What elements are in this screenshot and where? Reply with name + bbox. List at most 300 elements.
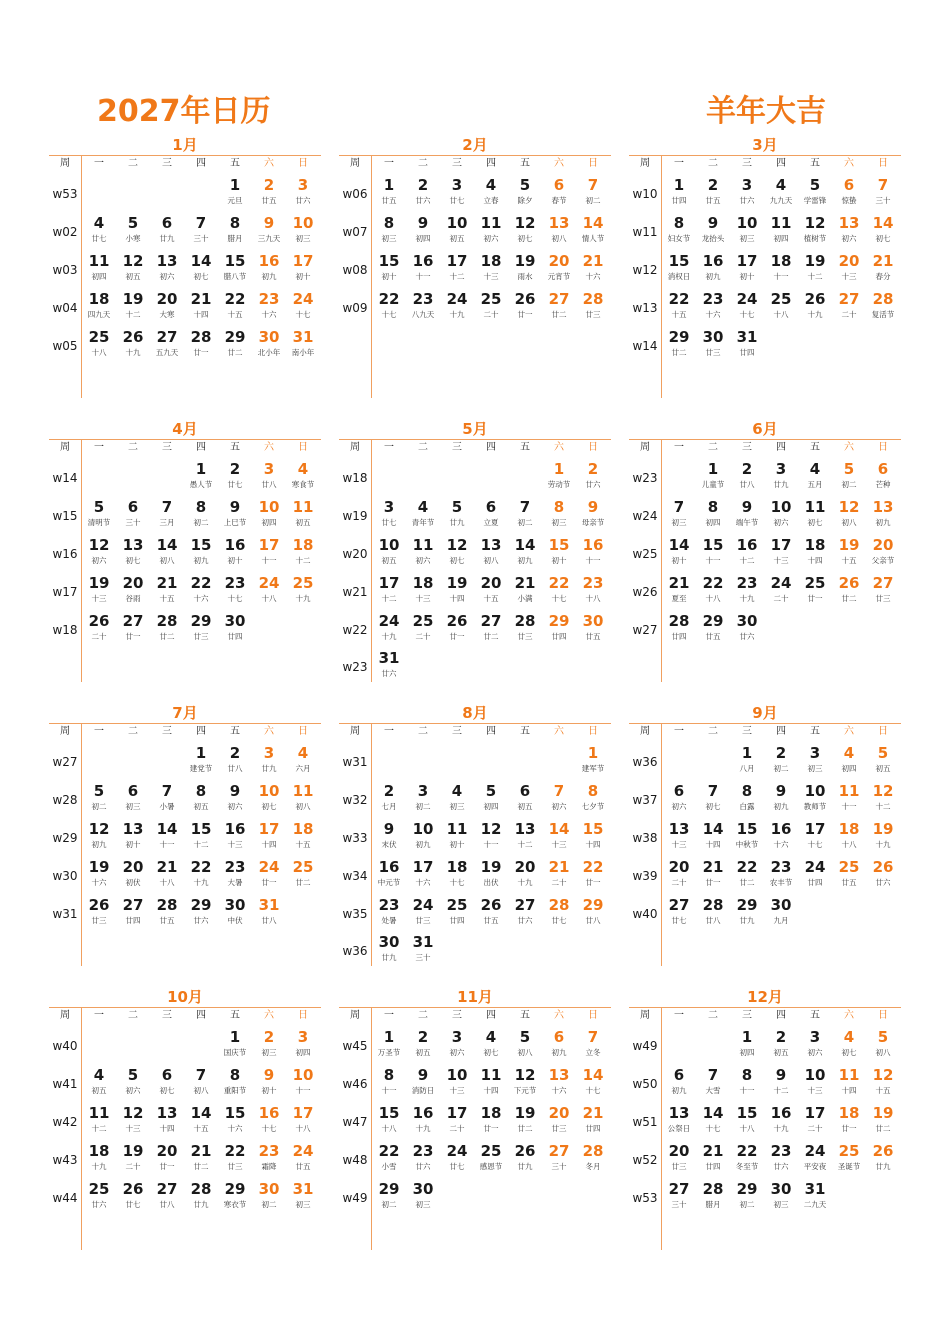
month-name: 9月 bbox=[752, 704, 778, 722]
day-number: 23 bbox=[582, 574, 604, 592]
day-number: 5 bbox=[809, 176, 821, 194]
day-number: 9 bbox=[229, 782, 241, 800]
day-number: 26 bbox=[514, 290, 536, 308]
day-cell bbox=[764, 574, 798, 604]
lunar-label: 初五 bbox=[517, 802, 533, 811]
week-number: w09 bbox=[342, 301, 368, 315]
day-cell bbox=[576, 1104, 610, 1134]
day-number: 29 bbox=[378, 1180, 400, 1198]
day-number: 30 bbox=[412, 1180, 434, 1198]
weekday-header: 六 bbox=[264, 442, 274, 453]
day-number: 15 bbox=[668, 252, 690, 270]
lunar-label: 初九 bbox=[517, 556, 533, 565]
lunar-label: 劳动节 bbox=[547, 480, 571, 489]
week-number: w27 bbox=[632, 623, 658, 637]
day-cell bbox=[372, 536, 406, 566]
day-cell bbox=[116, 214, 150, 244]
day-number: 13 bbox=[156, 252, 178, 270]
day-cell bbox=[764, 1066, 798, 1096]
day-cell bbox=[662, 252, 696, 282]
lunar-label: 十七 bbox=[295, 310, 311, 319]
week-number: w16 bbox=[52, 547, 78, 561]
weekday-header: 五 bbox=[520, 158, 530, 169]
day-number: 18 bbox=[838, 1104, 860, 1122]
day-cell bbox=[184, 460, 218, 490]
day-number: 21 bbox=[582, 1104, 604, 1122]
day-cell bbox=[286, 574, 320, 604]
day-cell bbox=[440, 290, 474, 320]
lunar-label: 廿九 bbox=[875, 1162, 891, 1171]
day-cell bbox=[866, 460, 900, 490]
lunar-label: 元宵节 bbox=[547, 272, 571, 281]
week-header: 周 bbox=[60, 158, 70, 169]
day-number: 6 bbox=[673, 1066, 685, 1084]
lunar-label: 十八 bbox=[159, 878, 175, 887]
day-number: 30 bbox=[770, 1180, 792, 1198]
lunar-label: 初三 bbox=[295, 234, 311, 243]
week-number: w04 bbox=[52, 301, 78, 315]
day-cell bbox=[372, 1104, 406, 1134]
day-number: 22 bbox=[736, 858, 758, 876]
day-number: 17 bbox=[736, 252, 758, 270]
lunar-label: 廿七 bbox=[91, 234, 107, 243]
day-cell bbox=[662, 290, 696, 320]
month-block bbox=[629, 136, 901, 404]
day-number: 4 bbox=[775, 176, 787, 194]
day-cell bbox=[764, 858, 798, 888]
day-cell bbox=[406, 1142, 440, 1172]
day-cell bbox=[218, 744, 252, 774]
day-number: 14 bbox=[514, 536, 536, 554]
day-number: 24 bbox=[770, 574, 792, 592]
weekday-header: 三 bbox=[452, 442, 462, 453]
lunar-label: 廿二 bbox=[295, 878, 311, 887]
day-cell bbox=[116, 612, 150, 642]
day-cell bbox=[474, 612, 508, 642]
day-number: 26 bbox=[514, 1142, 536, 1160]
lunar-label: 腊月 bbox=[705, 1200, 721, 1209]
day-number: 7 bbox=[195, 1066, 207, 1084]
lunar-label: 建军节 bbox=[581, 764, 605, 773]
weekday-header: 一 bbox=[94, 442, 104, 453]
lunar-label: 初七 bbox=[449, 556, 465, 565]
lunar-label: 十六 bbox=[193, 594, 209, 603]
day-number: 4 bbox=[297, 460, 309, 478]
lunar-label: 廿四 bbox=[671, 196, 687, 205]
lunar-label: 初六 bbox=[449, 1048, 465, 1057]
day-number: 15 bbox=[224, 252, 246, 270]
lunar-label: 廿三 bbox=[91, 916, 107, 925]
day-number: 23 bbox=[702, 290, 724, 308]
week-number: w02 bbox=[52, 225, 78, 239]
day-number: 31 bbox=[258, 896, 280, 914]
day-number: 30 bbox=[224, 612, 246, 630]
day-cell bbox=[150, 498, 184, 528]
header-rule bbox=[49, 1007, 321, 1008]
weekday-header: 二 bbox=[418, 726, 428, 737]
day-number: 2 bbox=[263, 1028, 275, 1046]
lunar-label: 二十 bbox=[551, 878, 567, 887]
day-number: 3 bbox=[297, 176, 309, 194]
day-cell bbox=[662, 1104, 696, 1134]
week-header: 周 bbox=[640, 158, 650, 169]
day-cell bbox=[474, 498, 508, 528]
day-number: 18 bbox=[838, 820, 860, 838]
day-cell bbox=[116, 536, 150, 566]
day-cell bbox=[372, 612, 406, 642]
day-number: 29 bbox=[224, 328, 246, 346]
weekday-header: 五 bbox=[230, 726, 240, 737]
day-number: 27 bbox=[838, 290, 860, 308]
day-cell bbox=[252, 1142, 286, 1172]
day-cell bbox=[372, 1028, 406, 1058]
day-number: 24 bbox=[804, 1142, 826, 1160]
day-number: 20 bbox=[122, 858, 144, 876]
week-number: w41 bbox=[52, 1077, 78, 1091]
lunar-label: 谷雨 bbox=[125, 594, 141, 603]
day-cell bbox=[184, 1142, 218, 1172]
day-cell bbox=[252, 328, 286, 358]
day-cell bbox=[406, 1180, 440, 1210]
day-cell bbox=[150, 290, 184, 320]
week-number: w20 bbox=[342, 547, 368, 561]
lunar-label: 初二 bbox=[91, 802, 107, 811]
day-cell bbox=[150, 1142, 184, 1172]
day-number: 25 bbox=[88, 328, 110, 346]
day-number: 5 bbox=[877, 744, 889, 762]
lunar-label: 十六 bbox=[551, 1086, 567, 1095]
day-number: 9 bbox=[587, 498, 599, 516]
day-number: 24 bbox=[736, 290, 758, 308]
day-number: 1 bbox=[553, 460, 565, 478]
lunar-label: 寒食节 bbox=[291, 480, 315, 489]
day-cell bbox=[832, 290, 866, 320]
day-number: 13 bbox=[548, 1066, 570, 1084]
day-number: 1 bbox=[741, 744, 753, 762]
day-cell bbox=[764, 460, 798, 490]
week-number: w42 bbox=[52, 1115, 78, 1129]
day-number: 1 bbox=[383, 176, 395, 194]
day-number: 9 bbox=[417, 214, 429, 232]
day-cell bbox=[832, 460, 866, 490]
week-number: w30 bbox=[52, 869, 78, 883]
day-number: 13 bbox=[122, 536, 144, 554]
day-cell bbox=[286, 214, 320, 244]
day-cell bbox=[286, 820, 320, 850]
day-cell bbox=[798, 744, 832, 774]
lunar-label: 初九 bbox=[551, 1048, 567, 1057]
lunar-label: 十五 bbox=[671, 310, 687, 319]
day-number: 30 bbox=[258, 328, 280, 346]
day-cell bbox=[218, 536, 252, 566]
day-cell bbox=[474, 536, 508, 566]
lunar-label: 二十 bbox=[807, 1124, 823, 1133]
day-number: 1 bbox=[229, 176, 241, 194]
day-cell bbox=[82, 612, 116, 642]
day-number: 19 bbox=[122, 290, 144, 308]
day-cell bbox=[576, 782, 610, 812]
day-cell bbox=[150, 328, 184, 358]
day-number: 8 bbox=[229, 1066, 241, 1084]
day-cell bbox=[798, 536, 832, 566]
day-number: 4 bbox=[843, 1028, 855, 1046]
day-number: 1 bbox=[383, 1028, 395, 1046]
day-number: 18 bbox=[480, 252, 502, 270]
day-number: 30 bbox=[770, 896, 792, 914]
day-cell bbox=[440, 176, 474, 206]
day-cell bbox=[542, 536, 576, 566]
lunar-label: 廿三 bbox=[585, 310, 601, 319]
lunar-label: 龙抬头 bbox=[701, 234, 725, 243]
day-cell bbox=[730, 744, 764, 774]
lunar-label: 九月 bbox=[773, 916, 789, 925]
day-cell bbox=[82, 536, 116, 566]
lunar-label: 初八 bbox=[841, 518, 857, 527]
lunar-label: 廿五 bbox=[261, 196, 277, 205]
day-cell bbox=[218, 1180, 252, 1210]
day-number: 24 bbox=[258, 858, 280, 876]
day-number: 9 bbox=[417, 1066, 429, 1084]
calendar-title: 2027年日历 bbox=[97, 94, 271, 129]
weekday-header: 五 bbox=[810, 158, 820, 169]
lunar-label: 除夕 bbox=[517, 196, 533, 205]
weekday-header: 五 bbox=[230, 1010, 240, 1021]
day-cell bbox=[764, 498, 798, 528]
weekday-header: 六 bbox=[844, 726, 854, 737]
week-number: w24 bbox=[632, 509, 658, 523]
day-cell bbox=[730, 858, 764, 888]
day-number: 7 bbox=[519, 498, 531, 516]
day-number: 16 bbox=[702, 252, 724, 270]
day-cell bbox=[218, 1142, 252, 1172]
day-cell bbox=[508, 252, 542, 282]
day-number: 31 bbox=[412, 933, 434, 951]
day-number: 11 bbox=[804, 498, 826, 516]
day-number: 10 bbox=[258, 782, 280, 800]
day-number: 5 bbox=[93, 498, 105, 516]
weekday-header-row bbox=[629, 157, 901, 170]
lunar-label: 十六 bbox=[773, 840, 789, 849]
lunar-label: 廿二 bbox=[193, 1162, 209, 1171]
weekday-header: 四 bbox=[776, 1010, 786, 1021]
day-cell bbox=[82, 1142, 116, 1172]
week-number: w18 bbox=[342, 471, 368, 485]
weekday-header: 一 bbox=[674, 442, 684, 453]
lunar-label: 父亲节 bbox=[871, 556, 895, 565]
day-number: 5 bbox=[93, 782, 105, 800]
month-name: 2月 bbox=[462, 136, 488, 154]
lunar-label: 重阳节 bbox=[223, 1086, 247, 1095]
day-cell bbox=[440, 1028, 474, 1058]
lunar-label: 初七 bbox=[807, 518, 823, 527]
day-number: 24 bbox=[292, 1142, 314, 1160]
lunar-label: 初十 bbox=[551, 556, 567, 565]
weekday-header: 四 bbox=[486, 442, 496, 453]
day-cell bbox=[440, 858, 474, 888]
day-number: 27 bbox=[122, 612, 144, 630]
lunar-label: 初二 bbox=[585, 196, 601, 205]
day-cell bbox=[662, 1142, 696, 1172]
day-cell bbox=[662, 1180, 696, 1210]
day-number: 3 bbox=[451, 176, 463, 194]
lunar-label: 廿九 bbox=[261, 764, 277, 773]
lunar-label: 廿五 bbox=[483, 916, 499, 925]
day-number: 4 bbox=[93, 214, 105, 232]
day-cell bbox=[730, 536, 764, 566]
lunar-label: 廿四 bbox=[449, 916, 465, 925]
day-number: 20 bbox=[872, 536, 894, 554]
weekday-header: 二 bbox=[708, 726, 718, 737]
week-header: 周 bbox=[60, 1010, 70, 1021]
day-cell bbox=[576, 858, 610, 888]
day-number: 8 bbox=[383, 1066, 395, 1084]
lunar-label: 十七 bbox=[551, 594, 567, 603]
day-cell bbox=[150, 820, 184, 850]
day-cell bbox=[252, 176, 286, 206]
day-cell bbox=[218, 1028, 252, 1058]
lunar-label: 十九 bbox=[91, 1162, 107, 1171]
day-number: 3 bbox=[263, 744, 275, 762]
weekday-header: 二 bbox=[708, 442, 718, 453]
day-number: 10 bbox=[412, 820, 434, 838]
day-cell bbox=[116, 498, 150, 528]
day-cell bbox=[116, 290, 150, 320]
day-number: 14 bbox=[156, 820, 178, 838]
lunar-label: 初三 bbox=[261, 1048, 277, 1057]
lunar-label: 廿一 bbox=[807, 594, 823, 603]
day-cell bbox=[116, 574, 150, 604]
lunar-label: 十三 bbox=[125, 1124, 141, 1133]
day-number: 25 bbox=[292, 858, 314, 876]
month-name: 12月 bbox=[747, 988, 783, 1006]
day-number: 4 bbox=[843, 744, 855, 762]
month-block bbox=[629, 988, 901, 1256]
day-cell bbox=[116, 328, 150, 358]
day-number: 16 bbox=[378, 858, 400, 876]
day-cell bbox=[696, 176, 730, 206]
lunar-label: 廿九 bbox=[381, 953, 397, 962]
day-number: 9 bbox=[741, 498, 753, 516]
day-cell bbox=[832, 252, 866, 282]
day-cell bbox=[252, 536, 286, 566]
day-cell bbox=[798, 176, 832, 206]
day-number: 16 bbox=[770, 820, 792, 838]
day-cell bbox=[576, 1142, 610, 1172]
day-number: 19 bbox=[480, 858, 502, 876]
day-cell bbox=[184, 498, 218, 528]
day-number: 23 bbox=[258, 290, 280, 308]
header-rule bbox=[339, 723, 611, 724]
day-cell bbox=[798, 574, 832, 604]
lunar-label: 十九 bbox=[517, 878, 533, 887]
day-number: 10 bbox=[378, 536, 400, 554]
lunar-label: 初九 bbox=[773, 802, 789, 811]
lunar-label: 初四 bbox=[261, 518, 277, 527]
lunar-label: 初四 bbox=[91, 272, 107, 281]
lunar-label: 廿三 bbox=[227, 1162, 243, 1171]
day-number: 28 bbox=[548, 896, 570, 914]
day-number: 26 bbox=[872, 1142, 894, 1160]
lunar-label: 二十 bbox=[671, 878, 687, 887]
lunar-label: 廿二 bbox=[159, 632, 175, 641]
lunar-label: 十七 bbox=[739, 310, 755, 319]
lunar-label: 廿三 bbox=[875, 594, 891, 603]
week-number: w31 bbox=[342, 755, 368, 769]
day-cell bbox=[474, 896, 508, 926]
header-rule bbox=[49, 723, 321, 724]
lunar-label: 初八 bbox=[295, 802, 311, 811]
day-cell bbox=[662, 782, 696, 812]
day-cell bbox=[82, 820, 116, 850]
week-number: w23 bbox=[342, 660, 368, 674]
day-number: 12 bbox=[88, 536, 110, 554]
day-number: 4 bbox=[297, 744, 309, 762]
lunar-label: 初十 bbox=[671, 556, 687, 565]
lunar-label: 惊蛰 bbox=[841, 196, 857, 205]
day-number: 23 bbox=[258, 1142, 280, 1160]
day-cell bbox=[662, 214, 696, 244]
day-cell bbox=[440, 1104, 474, 1134]
day-number: 28 bbox=[156, 612, 178, 630]
day-cell bbox=[474, 1104, 508, 1134]
lunar-label: 十一 bbox=[773, 272, 789, 281]
day-number: 21 bbox=[190, 1142, 212, 1160]
lunar-label: 圣诞节 bbox=[837, 1162, 861, 1171]
day-number: 20 bbox=[514, 858, 536, 876]
day-number: 27 bbox=[872, 574, 894, 592]
lunar-label: 大暑 bbox=[227, 878, 243, 887]
day-cell bbox=[372, 1066, 406, 1096]
day-cell bbox=[440, 498, 474, 528]
day-number: 30 bbox=[258, 1180, 280, 1198]
lunar-label: 儿童节 bbox=[701, 480, 725, 489]
lunar-label: 十三 bbox=[449, 1086, 465, 1095]
day-cell bbox=[798, 1142, 832, 1172]
day-number: 13 bbox=[872, 498, 894, 516]
day-cell bbox=[866, 536, 900, 566]
day-cell bbox=[764, 782, 798, 812]
day-cell bbox=[286, 1028, 320, 1058]
day-number: 25 bbox=[804, 574, 826, 592]
day-number: 28 bbox=[190, 328, 212, 346]
day-cell bbox=[286, 498, 320, 528]
weekday-header: 六 bbox=[844, 158, 854, 169]
day-number: 8 bbox=[195, 782, 207, 800]
day-number: 29 bbox=[668, 328, 690, 346]
day-cell bbox=[798, 252, 832, 282]
week-number: w15 bbox=[52, 509, 78, 523]
day-number: 2 bbox=[263, 176, 275, 194]
day-number: 16 bbox=[258, 252, 280, 270]
day-cell bbox=[542, 612, 576, 642]
lunar-label: 初八 bbox=[483, 556, 499, 565]
day-number: 12 bbox=[88, 820, 110, 838]
day-cell bbox=[866, 214, 900, 244]
lunar-label: 十五 bbox=[841, 556, 857, 565]
lunar-label: 十三 bbox=[551, 840, 567, 849]
day-number: 20 bbox=[548, 252, 570, 270]
weekday-header-row bbox=[49, 157, 321, 170]
day-cell bbox=[696, 328, 730, 358]
lunar-label: 九九天 bbox=[769, 196, 793, 205]
lunar-label: 初三 bbox=[125, 802, 141, 811]
lunar-label: 廿八 bbox=[227, 764, 243, 773]
lunar-label: 中元节 bbox=[377, 878, 401, 887]
day-number: 20 bbox=[838, 252, 860, 270]
day-number: 7 bbox=[161, 498, 173, 516]
lunar-label: 十一 bbox=[295, 1086, 311, 1095]
lunar-label: 廿一 bbox=[585, 878, 601, 887]
